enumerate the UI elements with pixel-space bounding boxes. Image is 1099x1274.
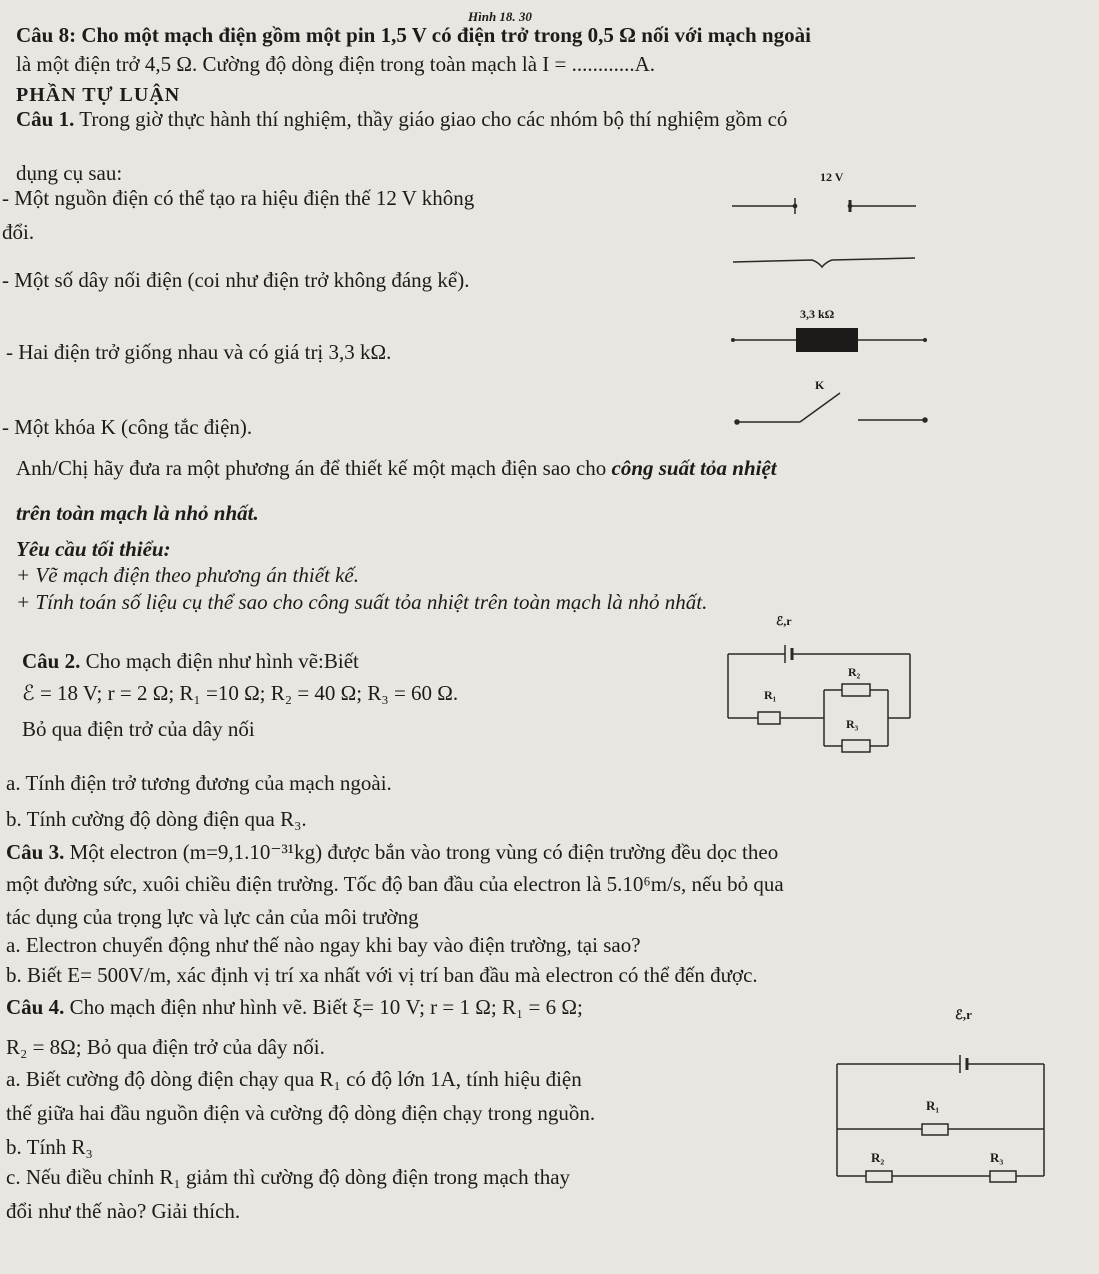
q8-line-1-text: Câu 8: Cho một mạch điện gồm một pin 1,5 V có điện trở trong 0,5 Ω nối với mạch ngoài bbox=[16, 23, 811, 47]
q3-part-b: b. Biết E= 500V/m, xác định vị trí xa nhất với vị trí ban đầu mà electron có thể đến được. bbox=[6, 963, 758, 987]
q4-line-2: R₂ = 8Ω; Bỏ qua điện trở của dây nối. bbox=[6, 1035, 325, 1059]
q4-fig-r2-label: R₂ bbox=[871, 1150, 885, 1165]
q2-fig-r1-label: R₁ bbox=[764, 688, 777, 702]
q1-item-4: - Một khóa K (công tắc điện). bbox=[2, 415, 253, 439]
q1-fig-resistor-label: 3,3 kΩ bbox=[800, 307, 835, 321]
q1-task-text: Anh/Chị hãy đưa ra một phương án để thiết kế một mạch điện sao cho bbox=[16, 456, 612, 480]
q1-requirement-2: + Tính toán số liệu cụ thể sao cho công suất tỏa nhiệt trên toàn mạch là nhỏ nhất. bbox=[16, 590, 708, 614]
q2-part-b: b. Tính cường độ dòng điện qua R₃. bbox=[6, 807, 307, 831]
q3-line-1-text: Một electron (m=9,1.10⁻³¹kg) được bắn vào trong vùng có điện trường đều dọc theo bbox=[64, 840, 779, 864]
q1-requirements-title: Yêu cầu tối thiểu: bbox=[16, 537, 171, 561]
q4-fig-source-label: ℰ,r bbox=[955, 1007, 972, 1022]
q8-line-2-text: là một điện trở 4,5 Ω. Cường độ dòng điện trong toàn mạch là I = bbox=[16, 52, 572, 76]
q4-part-c-1: c. Nếu điều chỉnh R₁ giảm thì cường độ dòng điện trong mạch thay bbox=[6, 1165, 571, 1189]
q2-fig-r2-label: R₂ bbox=[848, 665, 861, 679]
q1-item-1b: đổi. bbox=[2, 220, 35, 244]
q3-line-3: tác dụng của trọng lực và lực cản của môi trường bbox=[6, 905, 419, 929]
q4-part-a-1: a. Biết cường độ dòng điện chạy qua R₁ có độ lớn 1A, tính hiệu điện bbox=[6, 1067, 582, 1091]
q4-part-b: b. Tính R₃ bbox=[6, 1135, 93, 1159]
q1-requirement-1: + Vẽ mạch điện theo phương án thiết kế. bbox=[16, 563, 359, 587]
q1-line-1-text: Trong giờ thực hành thí nghiệm, thầy giáo giao cho các nhóm bộ thí nghiệm gồm có bbox=[74, 107, 788, 131]
q4-fig-r3-label: R₃ bbox=[990, 1150, 1004, 1165]
q1-label: Câu 1. bbox=[16, 107, 75, 131]
q8-unit: A. bbox=[634, 52, 656, 76]
q1-fig-source-label: 12 V bbox=[820, 170, 844, 184]
section-title: PHẦN TỰ LUẬN bbox=[16, 84, 181, 106]
q4-label: Câu 4. bbox=[6, 995, 65, 1019]
q1-task-line-2: trên toàn mạch là nhỏ nhất. bbox=[16, 501, 259, 525]
q1-line-2: dụng cụ sau: bbox=[16, 161, 123, 185]
q4-line-1-text: Cho mạch điện như hình vẽ. Biết ξ= 10 V; r = 1 Ω; R₁ = 6 Ω; bbox=[64, 995, 583, 1019]
q8-answer-blank: ............ bbox=[571, 52, 635, 76]
q2-part-a: a. Tính điện trở tương đương của mạch ngoài. bbox=[6, 771, 392, 795]
q4-part-a-2: thế giữa hai đầu nguồn điện và cường độ dòng điện chạy trong nguồn. bbox=[6, 1101, 596, 1125]
q1-item-1a: - Một nguồn điện có thể tạo ra hiệu điện thế 12 V không bbox=[2, 186, 475, 210]
q4-fig-r1-label: R₁ bbox=[926, 1098, 940, 1113]
q1-fig-switch-label: K bbox=[815, 378, 825, 392]
q1-item-3: - Hai điện trở giống nhau và có giá trị 3,3 kΩ. bbox=[6, 340, 392, 364]
q2-line-3: Bỏ qua điện trở của dây nối bbox=[22, 717, 255, 741]
q2-fig-source-label: ℰ,r bbox=[776, 614, 792, 628]
q2-fig-r3-label: R₃ bbox=[846, 717, 859, 731]
figure-caption: Hình 18. 30 bbox=[468, 9, 532, 24]
q3-label: Câu 3. bbox=[6, 840, 65, 864]
q2-givens: ℰ = 18 V; r = 2 Ω; R₁ =10 Ω; R₂ = 40 Ω; R₃ = 60 Ω. bbox=[22, 681, 459, 705]
q3-part-a: a. Electron chuyển động như thế nào ngay khi bay vào điện trường, tại sao? bbox=[6, 933, 641, 957]
q1-item-2: - Một số dây nối điện (coi như điện trở không đáng kể). bbox=[2, 268, 470, 292]
q2-label: Câu 2. bbox=[22, 649, 81, 673]
q4-part-c-2: đổi như thế nào? Giải thích. bbox=[6, 1199, 241, 1223]
q1-task-emphasis: công suất tỏa nhiệt bbox=[611, 456, 777, 480]
q3-line-2: một đường sức, xuôi chiều điện trường. Tốc độ ban đầu của electron là 5.10⁶m/s, nếu bỏ qua bbox=[6, 872, 784, 896]
q2-line-1-text: Cho mạch điện như hình vẽ:Biết bbox=[80, 649, 359, 673]
